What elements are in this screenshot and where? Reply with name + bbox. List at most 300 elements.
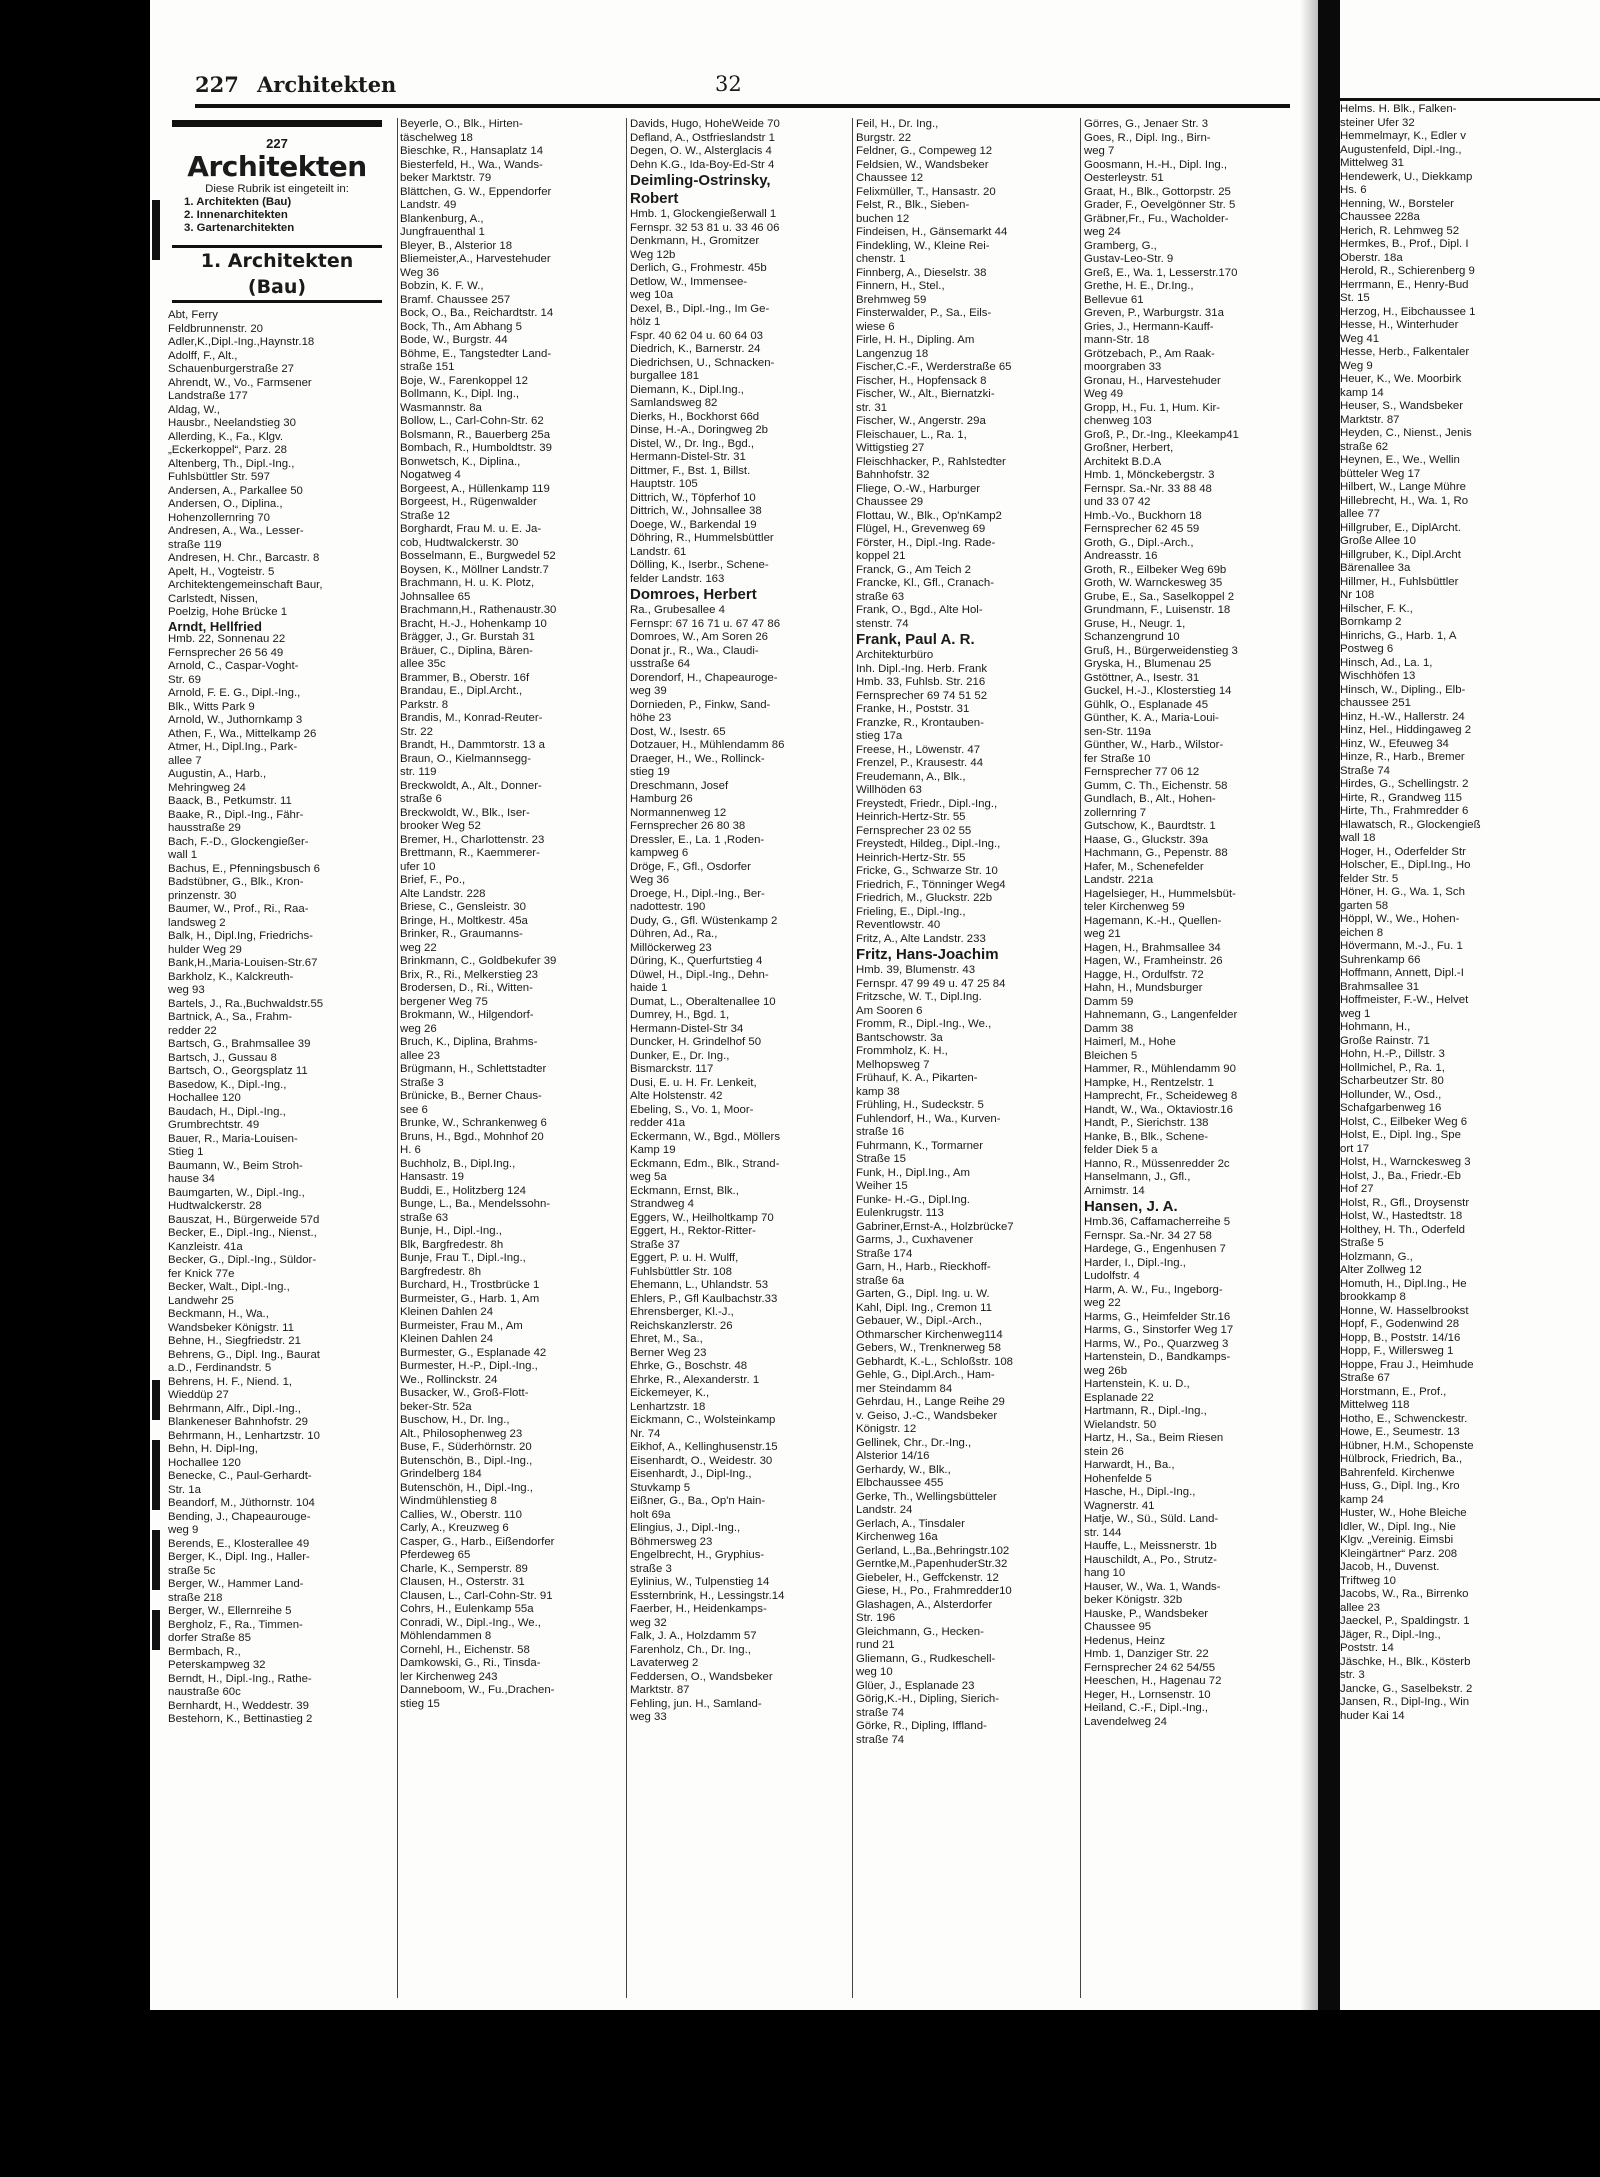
section-item: 1. Architekten (Bau) bbox=[184, 196, 292, 208]
directory-entry: Landstr. 24 bbox=[856, 1504, 913, 1516]
directory-entry: Jansen, R., Dipl-Ing., Win bbox=[1340, 1696, 1470, 1708]
directory-entry: Dotzauer, H., Mühlendamm 86 bbox=[630, 739, 785, 751]
directory-entry: Wasmannstr. 8a bbox=[400, 401, 482, 414]
directory-entry: Bantschowstr. 3a bbox=[856, 1031, 943, 1044]
directory-entry: Hmb. 22, Sonnenau 22 bbox=[168, 633, 286, 645]
directory-entry: Kleinen Dahlen 24 bbox=[400, 1333, 494, 1345]
directory-entry: Fernspr. Sa.-Nr. 34 27 58 bbox=[1084, 1229, 1212, 1242]
directory-entry: Oberstr. 18a bbox=[1340, 251, 1403, 264]
directory-entry: Pferdeweg 65 bbox=[400, 1549, 471, 1561]
directory-entry: Holst, W., Hastedtstr. 18 bbox=[1340, 1210, 1463, 1222]
directory-entry: Boysen, K., Möllner Landstr.7 bbox=[400, 563, 549, 576]
directory-entry: straße 5c bbox=[168, 1564, 216, 1577]
directory-entry: Gehrdau, H., Lange Reihe 29 bbox=[856, 1396, 1005, 1408]
directory-entry: Straße 12 bbox=[400, 509, 451, 522]
directory-entry: Jancke, G., Saselbekstr. 2 bbox=[1340, 1682, 1473, 1695]
directory-entry: Hohenzollernring 70 bbox=[168, 511, 270, 524]
directory-entry: Fricke, G., Schwarze Str. 10 bbox=[856, 865, 998, 877]
directory-entry: Fehling, jun. H., Samland- bbox=[630, 1697, 762, 1710]
page-header bbox=[195, 68, 1290, 104]
directory-entry: Dreschmann, Josef bbox=[630, 779, 729, 792]
directory-entry: Frommholz, K. H., bbox=[856, 1045, 948, 1057]
directory-entry: Landstr. 61 bbox=[630, 545, 687, 558]
directory-entry: Alter Zollweg 12 bbox=[1340, 1264, 1422, 1276]
directory-entry: Fspr. 40 62 04 u. 60 64 03 bbox=[630, 329, 763, 342]
directory-entry: stieg 19 bbox=[630, 766, 670, 778]
directory-entry: Bunje, H., Dipl.-Ing., bbox=[400, 1225, 502, 1237]
directory-entry: Landstraße 177 bbox=[168, 390, 248, 402]
directory-entry: Samlandsweg 82 bbox=[630, 397, 718, 409]
directory-entry: Ehrke, G., Boschstr. 48 bbox=[630, 1360, 748, 1372]
directory-entry: Fernspr. Sa.-Nr. 33 88 48 bbox=[1084, 482, 1212, 495]
directory-entry: Honne, W. Hasselbrookst bbox=[1340, 1304, 1469, 1317]
directory-entry: Scharbeutzer Str. 80 bbox=[1340, 1075, 1444, 1087]
directory-entry: Bombach, R., Humboldtstr. 39 bbox=[400, 442, 552, 454]
directory-entry: Fuhrmann, K., Tormarner bbox=[856, 1139, 984, 1152]
directory-entry: Hirdes, G., Schellingstr. 2 bbox=[1340, 778, 1469, 790]
directory-entry: Berndt, H., Dipl.-Ing., Rathe- bbox=[168, 1672, 312, 1685]
directory-entry: Beckmann, H., Wa., bbox=[168, 1308, 269, 1320]
directory-entry: Architekt B.D.A bbox=[1084, 455, 1162, 468]
directory-entry: allee 7 bbox=[168, 754, 202, 767]
directory-entry: Kleinen Dahlen 24 bbox=[400, 1306, 494, 1318]
directory-entry: Dumrey, H., Bgd. 1, bbox=[630, 1009, 730, 1021]
directory-entry: Giebeler, H., Geffckenstr. 12 bbox=[856, 1571, 999, 1584]
directory-entry: Davids, Hugo, HoheWeide 70 bbox=[630, 118, 780, 130]
directory-entry: Hinze, R., Harb., Bremer bbox=[1340, 751, 1465, 763]
directory-entry: Hauschildt, A., Po., Strutz- bbox=[1084, 1553, 1217, 1566]
directory-entry: Bruns, H., Bgd., Mohnhof 20 bbox=[400, 1130, 544, 1143]
directory-entry: Normannenweg 12 bbox=[630, 806, 727, 819]
directory-entry: Weg 36 bbox=[630, 874, 670, 886]
directory-entry: Horstmann, E., Prof., bbox=[1340, 1385, 1447, 1398]
directory-entry: Willhöden 63 bbox=[856, 784, 922, 796]
directory-entry: Eckermann, W., Bgd., Möllers bbox=[630, 1130, 781, 1143]
directory-entry: brookkamp 8 bbox=[1340, 1291, 1406, 1303]
directory-entry: Hübner, H.M., Schopenste bbox=[1340, 1439, 1474, 1452]
directory-entry: chaussee 251 bbox=[1340, 697, 1411, 709]
directory-entry: Feil, H., Dr. Ing., bbox=[856, 118, 939, 130]
directory-entry: Görig,K.-H., Dipling, Sierich- bbox=[856, 1693, 1000, 1705]
directory-entry: Bestehorn, K., Bettinastieg 2 bbox=[168, 1713, 313, 1725]
directory-entry: Baumann, W., Beim Stroh- bbox=[168, 1159, 303, 1172]
directory-entry: Ahrendt, W., Vo., Farmsener bbox=[168, 376, 312, 389]
directory-entry: Gerke, Th., Wellingsbütteler bbox=[856, 1490, 997, 1503]
directory-entry: Mehringweg 24 bbox=[168, 781, 246, 794]
directory-entry: Fernspr. 47 99 49 u. 47 25 84 bbox=[856, 977, 1006, 990]
directory-entry: Fliege, O.-W., Harburger bbox=[856, 482, 981, 495]
directory-entry: Günther, W., Harb., Wilstor- bbox=[1084, 739, 1224, 751]
directory-entry: Franzke, R., Krontauben- bbox=[856, 716, 984, 729]
directory-entry: Hardege, G., Engenhusen 7 bbox=[1084, 1243, 1226, 1255]
directory-entry: Kirchenweg 16a bbox=[856, 1531, 938, 1543]
directory-entry: Hochallee 120 bbox=[168, 1456, 241, 1469]
directory-entry: beker Königstr. 32b bbox=[1084, 1594, 1183, 1606]
directory-entry: v. Geiso, J.-C., Wandsbeker bbox=[856, 1409, 998, 1422]
directory-entry: weg 26 bbox=[400, 1022, 437, 1035]
directory-entry: hölz 1 bbox=[630, 316, 661, 328]
directory-entry: Bellevue 61 bbox=[1084, 293, 1144, 306]
directory-entry: Brief, F., Po., bbox=[400, 874, 466, 886]
directory-entry: Gumm, C. Th., Eichenstr. 58 bbox=[1084, 779, 1228, 792]
directory-entry: Biesterfeld, H., Wa., Wands- bbox=[400, 158, 543, 171]
margin-marks bbox=[152, 0, 164, 2010]
directory-entry: Grumbrechtstr. 49 bbox=[168, 1119, 260, 1131]
directory-entry: Brettmann, R., Kaemmerer- bbox=[400, 847, 540, 859]
directory-entry: garten 58 bbox=[1340, 899, 1389, 912]
directory-entry: str. 119 bbox=[400, 766, 437, 778]
directory-entry: Marktstr. 87 bbox=[1340, 413, 1400, 426]
directory-entry: Grötzebach, P., Am Raak- bbox=[1084, 347, 1215, 360]
directory-entry: Bonwetsch, K., Diplina., bbox=[400, 455, 521, 468]
directory-entry: Andersen, O., Diplina., bbox=[168, 498, 283, 510]
directory-entry: Große Rainstr. 71 bbox=[1340, 1034, 1430, 1047]
directory-entry: hausstraße 29 bbox=[168, 822, 241, 834]
directory-entry: Harm, A. W., Fu., Ingeborg- bbox=[1084, 1283, 1223, 1296]
directory-entry: Dexel, B., Dipl.-Ing., Im Ge- bbox=[630, 302, 770, 315]
directory-entry: Funke- H.-G., Dipl.Ing. bbox=[856, 1193, 970, 1206]
directory-entry: Hoger, H., Oderfelder Str bbox=[1340, 845, 1466, 858]
directory-entry: Brachmann, H. u. K. Plotz, bbox=[400, 577, 535, 589]
directory-entry: Günther, K. A., Maria-Loui- bbox=[1084, 712, 1219, 724]
directory-entry: str. 31 bbox=[856, 401, 888, 414]
directory-entry: Hendewerk, U., Diekkamp bbox=[1340, 170, 1473, 183]
directory-entry: Carlstedt, Nissen, bbox=[168, 592, 258, 605]
directory-entry: Heiland, C.-F., Dipl.-Ing., bbox=[1084, 1702, 1209, 1714]
directory-entry: Bremer, H., Charlottenstr. 23 bbox=[400, 833, 545, 846]
directory-entry: Hahnemann, G., Langenfelder bbox=[1084, 1009, 1238, 1021]
directory-entry: hulder Weg 29 bbox=[168, 943, 242, 956]
directory-entry: Andresen, H. Chr., Barcastr. 8 bbox=[168, 552, 320, 564]
directory-entry: Elingius, J., Dipl.-Ing., bbox=[630, 1522, 741, 1534]
directory-entry: Hoffmann, Annett, Dipl.-I bbox=[1340, 967, 1464, 979]
directory-entry: Gliemann, G., Rudkeschell- bbox=[856, 1652, 996, 1665]
directory-entry: Hanke, B., Blk., Schene- bbox=[1084, 1130, 1209, 1143]
directory-entry: Burmester, G., Esplanade 42 bbox=[400, 1346, 547, 1359]
directory-entry: Buschow, H., Dr. Ing., bbox=[400, 1414, 510, 1426]
book-gutter bbox=[1318, 0, 1340, 2010]
directory-entry: Hinz, Hel., Hiddingaweg 2 bbox=[1340, 724, 1472, 736]
directory-entry: Mittelweg 31 bbox=[1340, 157, 1404, 169]
directory-entry: höhe 23 bbox=[630, 712, 672, 724]
center-page-number: 32 bbox=[715, 72, 742, 96]
directory-entry: Alt., Philosophenweg 23 bbox=[400, 1427, 523, 1440]
directory-entry: Gebers, W., Trenknerweg 58 bbox=[856, 1342, 1001, 1354]
directory-entry: Hoffmeister, F.-W., Helvet bbox=[1340, 994, 1469, 1006]
directory-entry: Lavaterweg 2 bbox=[630, 1657, 699, 1669]
directory-entry: Schauenburgerstraße 27 bbox=[168, 363, 295, 375]
directory-entry: weg 10 bbox=[856, 1666, 893, 1678]
directory-entry: a.D., Ferdinandstr. 5 bbox=[168, 1362, 272, 1374]
directory-entry: Bernhardt, H., Weddestr. 39 bbox=[168, 1699, 309, 1712]
directory-entry: Straße 15 bbox=[856, 1153, 907, 1165]
directory-entry: Hansastr. 19 bbox=[400, 1171, 464, 1183]
directory-entry: Fromm, R., Dipl.-Ing., We., bbox=[856, 1018, 992, 1030]
directory-entry: Frühling, H., Sudeckstr. 5 bbox=[856, 1099, 984, 1111]
directory-entry: Peterskampweg 32 bbox=[168, 1659, 266, 1671]
directory-entry: Feldner, G., Compeweg 12 bbox=[856, 145, 993, 157]
directory-entry: Bollmann, K., Dipl. Ing., bbox=[400, 388, 520, 400]
directory-entry: Hs. 6 bbox=[1340, 184, 1367, 196]
column-divider bbox=[626, 118, 627, 1998]
directory-entry: täschelweg 18 bbox=[400, 131, 473, 144]
directory-entry: Reventlowstr. 40 bbox=[856, 919, 941, 931]
directory-entry: Bach, F.-D., Glockengießer- bbox=[168, 835, 309, 848]
directory-entry: Ludolfstr. 4 bbox=[1084, 1270, 1140, 1282]
directory-entry: Hartmann, R., Dipl.-Ing., bbox=[1084, 1405, 1207, 1417]
directory-entry: Holthey, H. Th., Oderfeld bbox=[1340, 1223, 1465, 1236]
directory-entry: Bachus, E., Pfenningsbusch 6 bbox=[168, 862, 320, 875]
directory-entry: Hartenstein, K. u. D., bbox=[1084, 1378, 1190, 1390]
directory-entry: Landwehr 25 bbox=[168, 1294, 234, 1307]
directory-entry: Harms, G., Sinstorfer Weg 17 bbox=[1084, 1324, 1234, 1336]
directory-entry: Fernspr: 67 16 71 u. 67 47 86 bbox=[630, 617, 781, 630]
directory-entry: Distel, W., Dr. Ing., Bgd., bbox=[630, 437, 755, 450]
directory-entry: straße 62 bbox=[1340, 440, 1389, 453]
directory-entry: Franke, H., Poststr. 31 bbox=[856, 703, 970, 715]
directory-columns bbox=[168, 118, 1308, 1998]
directory-entry: mer Steindamm 84 bbox=[856, 1382, 953, 1395]
directory-entry: Weg 9 bbox=[1340, 359, 1373, 372]
directory-entry: Greven, P., Warburgstr. 31a bbox=[1084, 307, 1224, 319]
directory-entry: Große Allee 10 bbox=[1340, 535, 1416, 547]
directory-entry: Detlow, W., Immensee- bbox=[630, 275, 748, 288]
directory-entry: weg 39 bbox=[630, 685, 667, 697]
directory-entry: Holst, E., Dipl. Ing., Spe bbox=[1340, 1129, 1461, 1141]
section-title: Architekten bbox=[187, 149, 367, 183]
directory-entry: Gebhardt, K.-L., Schloßstr. 108 bbox=[856, 1355, 1014, 1368]
directory-entry: weg 24 bbox=[1084, 226, 1121, 238]
directory-entry: Hirte, R., Grandweg 115 bbox=[1340, 791, 1462, 804]
directory-entry: Guckel, H.-J., Klosterstieg 14 bbox=[1084, 685, 1232, 697]
directory-entry: stieg 15 bbox=[400, 1697, 440, 1710]
directory-entry: Dierks, H., Bockhorst 66d bbox=[630, 410, 760, 423]
directory-entry: Melhopsweg 7 bbox=[856, 1058, 930, 1071]
section-description: Diese Rubrik ist eingeteilt in: bbox=[205, 182, 349, 195]
directory-entry: Straße 3 bbox=[400, 1076, 444, 1089]
directory-entry: Alsterior 14/16 bbox=[856, 1450, 930, 1462]
directory-entry: Dittrich, W., Johnsallee 38 bbox=[630, 505, 762, 517]
column-2 bbox=[400, 118, 624, 1998]
directory-entry: Hafer, M., Schenefelder bbox=[1084, 860, 1204, 873]
directory-entry: Holst, R., Gfl., Droysenstr bbox=[1340, 1196, 1470, 1209]
directory-entry: Fischer, W., Alt., Biernatzki- bbox=[856, 388, 995, 400]
directory-entry: Garms, J., Cuxhavener bbox=[856, 1234, 974, 1246]
directory-entry: Holst, H., Warnckesweg 3 bbox=[1340, 1156, 1471, 1168]
directory-entry: Behrens, H. F., Niend. 1, bbox=[168, 1375, 293, 1388]
entry-list bbox=[630, 118, 850, 1725]
directory-entry: Landstr. 49 bbox=[400, 199, 457, 211]
directory-entry: Frenzel, P., Krausestr. 44 bbox=[856, 757, 984, 769]
directory-entry: Hemmelmayr, K., Edler v bbox=[1340, 130, 1466, 142]
directory-entry: Baumer, W., Prof., Ri., Raa- bbox=[168, 903, 309, 915]
directory-entry: Borgeest, A., Hüllenkamp 119 bbox=[400, 482, 550, 495]
directory-entry: Hatje, W., Sü., Süld. Land- bbox=[1084, 1513, 1219, 1525]
directory-entry: Elbchaussee 455 bbox=[856, 1477, 944, 1489]
directory-entry: Harms, W., Po., Quarzweg 3 bbox=[1084, 1337, 1229, 1350]
directory-entry: Goosmann, H.-H., Dipl. Ing., bbox=[1084, 158, 1228, 171]
column-divider bbox=[397, 118, 398, 1998]
directory-entry: zollernring 7 bbox=[1084, 806, 1147, 819]
directory-entry: Hopp, F., Willersweg 1 bbox=[1340, 1345, 1454, 1357]
directory-entry: Andreasstr. 16 bbox=[1084, 550, 1158, 562]
directory-entry: Braun, O., Kielmannsegg- bbox=[400, 752, 532, 765]
directory-entry: Feddersen, O., Wandsbeker bbox=[630, 1670, 773, 1683]
directory-entry: Casper, G., Harb., Eißendorfer bbox=[400, 1535, 555, 1548]
directory-entry: Idler, W., Dipl. Ing., Nie bbox=[1340, 1520, 1456, 1533]
directory-entry: Dusi, E. u. H. Fr. Lenkeit, bbox=[630, 1076, 757, 1089]
entry-list bbox=[856, 118, 1078, 1747]
directory-entry: Millöckerweg 23 bbox=[630, 941, 712, 954]
directory-entry: Hof 27 bbox=[1340, 1183, 1374, 1195]
directory-entry: Hilscher, F. K., bbox=[1340, 602, 1413, 615]
directory-entry: allee 23 bbox=[400, 1049, 440, 1062]
directory-entry: Straße 5 bbox=[1340, 1237, 1384, 1249]
directory-entry: Hopp, B., Poststr. 14/16 bbox=[1340, 1331, 1461, 1344]
directory-entry: Gundlach, B., Alt., Hohen- bbox=[1084, 793, 1216, 805]
entry-list bbox=[400, 118, 624, 1711]
column-divider bbox=[852, 118, 853, 1998]
directory-entry: Damm 59 bbox=[1084, 995, 1134, 1008]
directory-entry: Schanzengrund 10 bbox=[1084, 631, 1180, 643]
directory-entry: Defland, A., Ostfrieslandstr 1 bbox=[630, 131, 775, 144]
directory-entry: Doege, W., Barkendal 19 bbox=[630, 518, 757, 531]
directory-entry: Chaussee 95 bbox=[1084, 1621, 1152, 1633]
directory-entry: straße 151 bbox=[400, 361, 455, 373]
directory-entry: Düwel, H., Dipl.-Ing., Dehn- bbox=[630, 968, 769, 981]
directory-entry: Arndt, Hellfried bbox=[168, 618, 262, 634]
directory-entry: Straße 37 bbox=[630, 1238, 681, 1251]
directory-entry: Jungfrauenthal 1 bbox=[400, 226, 485, 238]
directory-entry: eichen 8 bbox=[1340, 926, 1384, 939]
directory-entry: Dunker, E., Dr. Ing., bbox=[630, 1049, 730, 1062]
directory-entry: Dudy, G., Gfl. Wüstenkamp 2 bbox=[630, 914, 778, 927]
directory-entry: Donat jr., R., Wa., Claudi- bbox=[630, 644, 759, 657]
directory-entry: Benecke, C., Paul-Gerhardt- bbox=[168, 1470, 312, 1482]
directory-entry: Triftweg 10 bbox=[1340, 1574, 1396, 1587]
directory-entry: Hagen, W., Framheinstr. 26 bbox=[1084, 955, 1223, 967]
directory-entry: Graat, H., Blk., Gottorpstr. 25 bbox=[1084, 185, 1231, 198]
directory-entry: Ehret, M., Sa., bbox=[630, 1333, 703, 1345]
section-item: 3. Gartenarchitekten bbox=[184, 222, 295, 234]
directory-entry: allee 77 bbox=[1340, 508, 1380, 520]
directory-entry: Gerlach, A., Tinsdaler bbox=[856, 1517, 965, 1530]
directory-entry: Bleyer, B., Alsterior 18 bbox=[400, 239, 513, 252]
directory-entry: Garn, H., Harb., Rieckhoff- bbox=[856, 1261, 991, 1273]
directory-entry: Ehlers, P., Gfl Kaulbachstr.33 bbox=[630, 1292, 778, 1305]
directory-entry: buchen 12 bbox=[856, 212, 910, 225]
directory-entry: Hammer, R., Mühlendamm 90 bbox=[1084, 1063, 1236, 1075]
directory-entry: Hövermann, M.-J., Fu. 1 bbox=[1340, 940, 1463, 952]
directory-entry: Str. 22 bbox=[400, 725, 433, 738]
directory-entry: Hagge, H., Ordulfstr. 72 bbox=[1084, 968, 1204, 981]
directory-entry: Goes, R., Dipl. Ing., Birn- bbox=[1084, 131, 1211, 144]
directory-entry: Breckwoldt, A., Alt., Donner- bbox=[400, 779, 542, 792]
directory-entry: Bieschke, R., Hansaplatz 14 bbox=[400, 145, 544, 157]
directory-entry: Baack, B., Petkumstr. 11 bbox=[168, 795, 292, 807]
directory-entry: Hmb. 1, Glockengießerwall 1 bbox=[630, 208, 777, 220]
directory-entry: Greß, E., Wa. 1, Lesserstr.170 bbox=[1084, 266, 1238, 279]
directory-entry: kampweg 6 bbox=[630, 847, 689, 859]
directory-entry: Haimerl, M., Hohe bbox=[1084, 1036, 1176, 1048]
directory-entry: Architektengemeinschaft Baur, bbox=[168, 579, 323, 591]
directory-entry: Conradi, W., Dipl.-Ing., We., bbox=[400, 1616, 541, 1629]
directory-entry: Str. 69 bbox=[168, 673, 201, 686]
section-bar bbox=[172, 120, 382, 127]
directory-entry: Barkholz, K., Kalckreuth- bbox=[168, 970, 294, 983]
directory-entry: Herich, R. Lehmweg 52 bbox=[1340, 224, 1460, 237]
column-1 bbox=[168, 118, 396, 1998]
directory-entry: Grundmann, F., Luisenstr. 18 bbox=[1084, 604, 1231, 616]
directory-entry: dorfer Straße 85 bbox=[168, 1632, 251, 1644]
directory-entry: Görres, G., Jenaer Str. 3 bbox=[1084, 118, 1209, 130]
directory-entry: Gstöttner, A., Isestr. 31 bbox=[1084, 671, 1200, 684]
directory-entry: Behrmann, H., Lenhartzstr. 10 bbox=[168, 1429, 320, 1442]
directory-entry: Blk., Witts Park 9 bbox=[168, 700, 255, 713]
directory-entry: Weg 36 bbox=[400, 266, 440, 279]
directory-entry: Brodersen, D., Ri., Witten- bbox=[400, 982, 533, 994]
directory-entry: prinzenstr. 30 bbox=[168, 889, 237, 902]
directory-entry: see 6 bbox=[400, 1103, 428, 1116]
directory-entry: Borgeest, H., Rügenwalder bbox=[400, 496, 537, 508]
directory-entry: Hauske, P., Wandsbeker bbox=[1084, 1607, 1209, 1620]
directory-entry: Wieddüp 27 bbox=[168, 1389, 229, 1401]
next-page-column bbox=[1340, 95, 1600, 1995]
directory-entry: Eikhof, A., Kellinghusenstr.15 bbox=[630, 1441, 778, 1453]
directory-entry: landsweg 2 bbox=[168, 916, 226, 929]
directory-entry: Eggert, P. u. H. Wulff, bbox=[630, 1252, 739, 1264]
directory-entry: Eickemeyer, K., bbox=[630, 1387, 710, 1399]
directory-entry: fer Knick 77e bbox=[168, 1267, 235, 1280]
directory-entry: Butenschön, H., Dipl.-Ing., bbox=[400, 1481, 533, 1494]
directory-entry: Gühlk, O., Esplanade 45 bbox=[1084, 698, 1209, 711]
directory-entry: Esplanade 22 bbox=[1084, 1391, 1154, 1404]
directory-entry: Holst, C., Eilbeker Weg 6 bbox=[1340, 1115, 1468, 1128]
directory-entry: H. 6 bbox=[400, 1144, 421, 1156]
directory-entry: Blankenburg, A., bbox=[400, 212, 484, 225]
directory-entry: Groth, R., Eilbeker Weg 69b bbox=[1084, 563, 1227, 576]
directory-entry: straße 218 bbox=[168, 1591, 223, 1604]
directory-entry: Weg 49 bbox=[1084, 388, 1124, 400]
directory-entry: Klgv. „Vereinig. Eimsbi bbox=[1340, 1534, 1454, 1546]
directory-entry: Kanzleistr. 41a bbox=[168, 1240, 243, 1253]
directory-entry: weg 10a bbox=[630, 289, 674, 301]
directory-entry: Hillebrecht, H., Wa. 1, Ro bbox=[1340, 494, 1469, 507]
directory-entry: bütteler Weg 17 bbox=[1340, 467, 1421, 480]
directory-entry: Balk, H., Dipl.Ing, Friedrichs- bbox=[168, 930, 313, 942]
directory-entry: wall 18 bbox=[1340, 832, 1376, 844]
directory-entry: Fritz, Hans-Joachim bbox=[856, 946, 999, 963]
directory-entry: Feldbrunnenstr. 20 bbox=[168, 322, 263, 335]
directory-entry: Andresen, A., Wa., Lesser- bbox=[168, 525, 304, 537]
directory-entry: Hohmann, H., bbox=[1340, 1021, 1411, 1033]
directory-entry: weg 7 bbox=[1084, 145, 1115, 157]
directory-entry: Behrmann, Alfr., Dipl.-Ing., bbox=[168, 1402, 301, 1415]
directory-entry: Bending, J., Chapeaurouge- bbox=[168, 1510, 311, 1523]
directory-entry: Hotho, E., Schwenckestr. bbox=[1340, 1412, 1468, 1425]
directory-entry: weg 93 bbox=[168, 984, 205, 996]
directory-entry: Windmühlenstieg 8 bbox=[400, 1495, 497, 1507]
directory-entry: Harwardt, H., Ba., bbox=[1084, 1459, 1175, 1471]
directory-entry: Atmer, H., Dipl.Ing., Park- bbox=[168, 741, 298, 753]
directory-entry: Weg 41 bbox=[1340, 332, 1380, 345]
directory-entry: Farenholz, Ch., Dr. Ing., bbox=[630, 1643, 751, 1656]
directory-entry: Cornehl, H., Eichenstr. 58 bbox=[400, 1643, 530, 1656]
directory-entry: Kleingärtner“ Parz. 208 bbox=[1340, 1547, 1458, 1560]
directory-entry: Gellinek, Chr., Dr.-Ing., bbox=[856, 1436, 972, 1449]
directory-entry: Hopf, F., Godenwind 28 bbox=[1340, 1318, 1460, 1330]
directory-entry: Burgstr. 22 bbox=[856, 131, 912, 144]
